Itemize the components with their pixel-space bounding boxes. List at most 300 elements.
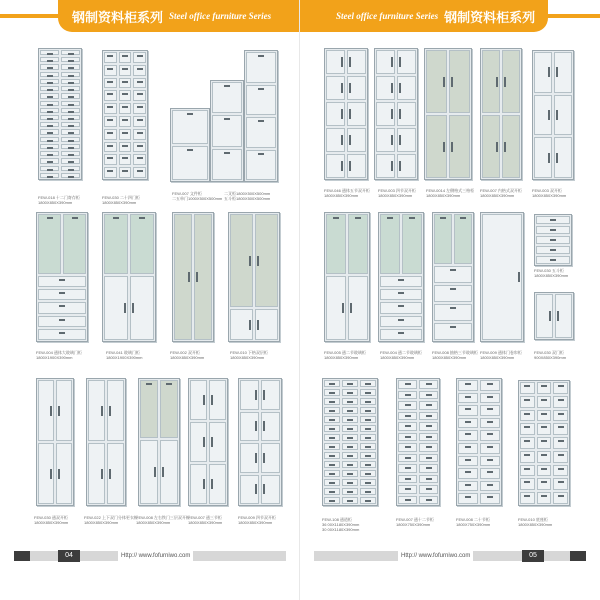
cabinet-handle — [68, 111, 74, 113]
cabinet-handle — [349, 161, 351, 171]
cabinet-handle — [137, 157, 143, 159]
cabinet-handle — [263, 453, 265, 463]
cabinet-handle — [487, 496, 493, 498]
cabinet-handle — [263, 484, 265, 494]
drawer — [537, 465, 552, 477]
product-caption: FEW-007 通三节柜 1800X850X390mm — [188, 515, 223, 525]
drawer — [537, 492, 552, 504]
cabinet-handle — [365, 473, 371, 475]
cabinet-handle — [68, 176, 74, 178]
cabinet-handle — [68, 89, 74, 91]
cabinet-handle — [541, 454, 547, 456]
cabinet-handle — [146, 383, 152, 385]
cabinet-handle — [426, 383, 432, 385]
cabinet-handle — [187, 113, 193, 115]
drawer — [520, 492, 535, 504]
cabinet-handle — [549, 311, 551, 321]
cabinet-handle — [556, 153, 558, 163]
cabinet-handle — [347, 383, 353, 385]
cabinet-image — [374, 48, 418, 180]
cabinet-image — [532, 50, 574, 180]
drawer — [458, 481, 478, 492]
cabinet-handle — [47, 82, 53, 84]
cabinet-handle — [409, 217, 415, 219]
cabinet-handle — [211, 395, 213, 405]
cabinet-handle — [101, 406, 103, 416]
cabinet-handle — [451, 142, 453, 152]
cabinet-handle — [196, 272, 198, 282]
cabinet-handle — [137, 106, 143, 108]
cabinet-handle — [132, 303, 134, 313]
cabinet-handle — [258, 55, 264, 57]
cabinet-handle — [258, 88, 264, 90]
cabinet-handle — [68, 60, 74, 62]
cabinet-handle — [558, 481, 564, 483]
glass-door — [130, 214, 154, 274]
cabinet-handle — [68, 161, 74, 163]
cabinet-handle — [558, 385, 564, 387]
cabinet-handle — [399, 135, 401, 145]
drawer — [553, 478, 568, 490]
locker-door — [104, 103, 117, 114]
cabinet-handle — [426, 467, 432, 469]
cabinet-handle — [107, 55, 113, 57]
cabinet-handle — [329, 383, 335, 385]
cabinet-handle — [487, 446, 493, 448]
cabinet-image — [244, 50, 278, 182]
locker-door — [119, 167, 132, 178]
drawer — [553, 492, 568, 504]
right-page — [300, 0, 600, 600]
product-caption: FEW-008 左右铁门三层双开柜 1800X850X390mm — [136, 515, 190, 525]
cabinet-image — [102, 212, 156, 342]
cabinet-handle — [329, 464, 335, 466]
product-caption: FEW-007 内格式双开柜 1800X850X390mm — [480, 188, 522, 198]
cabinet-handle — [405, 415, 411, 417]
drawer — [537, 451, 552, 463]
locker-door — [119, 78, 132, 89]
cabinet-image — [102, 50, 148, 180]
drawer — [38, 289, 86, 300]
cabinet-handle — [347, 455, 353, 457]
cabinet-handle — [524, 481, 530, 483]
cabinet-handle — [47, 154, 53, 156]
cabinet-image — [324, 212, 370, 342]
cabinet-image — [396, 378, 440, 506]
cabinet-handle — [122, 68, 128, 70]
cabinet-image — [324, 48, 368, 180]
cabinet-handle — [50, 469, 52, 479]
cabinet-handle — [166, 383, 172, 385]
drawer — [480, 456, 500, 467]
cabinet-handle — [122, 132, 128, 134]
cabinet-handle — [47, 125, 53, 127]
cabinet-handle — [487, 471, 493, 473]
cabinet-handle — [341, 135, 343, 145]
cabinet-handle — [341, 57, 343, 67]
glass-door — [380, 214, 400, 274]
product-caption: FEW-046 通体五节双开柜 1800X850X390mm — [324, 188, 370, 198]
cabinet-handle — [347, 401, 353, 403]
cabinet-handle — [398, 279, 404, 281]
glass-door — [38, 214, 61, 274]
cabinet-handle — [124, 303, 126, 313]
drawer — [458, 443, 478, 454]
cabinet-handle — [524, 440, 530, 442]
drawer — [537, 382, 552, 394]
drawer — [38, 329, 86, 340]
cabinet-handle — [349, 83, 351, 93]
cabinet-handle — [465, 484, 471, 486]
drawer — [537, 410, 552, 422]
drawer — [480, 418, 500, 429]
cabinet-handle — [465, 421, 471, 423]
cabinet-handle — [365, 419, 371, 421]
cabinet-handle — [349, 109, 351, 119]
locker-door — [133, 142, 146, 153]
cabinet-handle — [443, 142, 445, 152]
cabinet-handle — [399, 57, 401, 67]
cabinet-handle — [347, 464, 353, 466]
drawer — [38, 316, 86, 327]
cabinet-image — [38, 48, 82, 180]
cabinet-handle — [249, 256, 251, 266]
cabinet-handle — [399, 83, 401, 93]
drawer — [458, 430, 478, 441]
cabinet-handle — [107, 81, 113, 83]
cabinet-handle — [440, 217, 446, 219]
cabinet-handle — [399, 161, 401, 171]
cabinet-handle — [365, 446, 371, 448]
cabinet-handle — [558, 426, 564, 428]
glass-door — [104, 214, 128, 274]
cabinet-handle — [443, 77, 445, 87]
cabinet-handle — [68, 154, 74, 156]
cabinet-handle — [349, 135, 351, 145]
drawer — [458, 468, 478, 479]
cabinet-handle — [347, 446, 353, 448]
header-title-en: Steel office furniture Series — [336, 11, 439, 21]
cabinet-image — [86, 378, 126, 506]
locker-door — [133, 116, 146, 127]
cabinet-handle — [398, 319, 404, 321]
cabinet-handle — [391, 135, 393, 145]
cabinet-handle — [465, 396, 471, 398]
cabinet-handle — [558, 468, 564, 470]
drawer — [480, 493, 500, 504]
cabinet-handle — [347, 410, 353, 412]
cabinet-handle — [541, 468, 547, 470]
cabinet-handle — [47, 111, 53, 113]
drawer — [480, 405, 500, 416]
header-rule — [548, 14, 600, 18]
cabinet-handle — [211, 437, 213, 447]
cabinet-handle — [405, 404, 411, 406]
drawer — [553, 396, 568, 408]
cabinet-handle — [426, 415, 432, 417]
cabinet-handle — [350, 303, 352, 313]
drawer — [480, 481, 500, 492]
cabinet-handle — [426, 488, 432, 490]
cabinet-handle — [487, 459, 493, 461]
cabinet-handle — [341, 109, 343, 119]
cabinet-handle — [107, 132, 113, 134]
cabinet-handle — [426, 436, 432, 438]
cabinet-handle — [122, 119, 128, 121]
cabinet-handle — [68, 96, 74, 98]
locker-door — [104, 154, 117, 165]
cabinet-handle — [387, 217, 393, 219]
cabinet-handle — [556, 67, 558, 77]
cabinet-handle — [450, 307, 456, 309]
open-door — [140, 380, 158, 438]
drawer — [380, 276, 422, 287]
cabinet-handle — [450, 288, 456, 290]
cabinet-image — [534, 292, 574, 340]
locker-door — [104, 129, 117, 140]
drawer — [380, 316, 422, 327]
cabinet-handle — [524, 426, 530, 428]
footer-bar — [14, 551, 30, 561]
product-caption: FEW-010 下格双层柜 1800X850X390mm — [230, 350, 268, 360]
cabinet-handle — [450, 326, 456, 328]
cabinet-handle — [50, 406, 52, 416]
product-caption: FEW-007 通十二节柜 1800X750X390mm — [396, 517, 434, 527]
footer-bar — [570, 551, 586, 561]
cabinet-handle — [365, 500, 371, 502]
cabinet-handle — [58, 469, 60, 479]
locker-door — [133, 103, 146, 114]
cabinet-handle — [347, 491, 353, 493]
cabinet-handle — [122, 170, 128, 172]
cabinet-image — [238, 378, 282, 506]
cabinet-handle — [550, 239, 556, 241]
cabinet-handle — [139, 217, 145, 219]
cabinet-handle — [524, 399, 530, 401]
cabinet-handle — [524, 454, 530, 456]
cabinet-handle — [355, 217, 361, 219]
product-caption: FEW-041 玻璃门柜 1800X1900X390mm — [106, 350, 143, 360]
cabinet-handle — [347, 428, 353, 430]
cabinet-handle — [426, 394, 432, 396]
cabinet-handle — [224, 152, 230, 154]
cabinet-handle — [188, 272, 190, 282]
cabinet-handle — [541, 413, 547, 415]
cabinet-handle — [47, 75, 53, 77]
cabinet-handle — [59, 292, 65, 294]
cabinet-handle — [347, 419, 353, 421]
drawer — [520, 437, 535, 449]
cabinet-handle — [113, 217, 119, 219]
page-header — [58, 0, 300, 32]
cabinet-handle — [109, 406, 111, 416]
cabinet-handle — [255, 484, 257, 494]
cabinet-handle — [211, 479, 213, 489]
locker-door — [104, 116, 117, 127]
cabinet-handle — [122, 145, 128, 147]
cabinet-handle — [557, 311, 559, 321]
cabinet-handle — [550, 229, 556, 231]
cabinet-handle — [255, 421, 257, 431]
cabinet-handle — [68, 118, 74, 120]
cabinet-handle — [72, 217, 78, 219]
cabinet-handle — [47, 176, 53, 178]
locker-door — [119, 65, 132, 76]
cabinet-handle — [59, 332, 65, 334]
cabinet-handle — [255, 390, 257, 400]
cabinet-handle — [405, 457, 411, 459]
cabinet-handle — [558, 495, 564, 497]
cabinet-handle — [558, 399, 564, 401]
drawer — [520, 423, 535, 435]
cabinet-handle — [47, 161, 53, 163]
open-door — [160, 380, 178, 438]
cabinet-handle — [122, 81, 128, 83]
cabinet-handle — [68, 169, 74, 171]
roller-shutter — [482, 214, 522, 340]
cabinet-image — [228, 212, 280, 342]
cabinet-handle — [465, 496, 471, 498]
cabinet-handle — [68, 125, 74, 127]
cabinet-handle — [524, 468, 530, 470]
drawer — [537, 396, 552, 408]
cabinet-handle — [257, 320, 259, 330]
header-rule — [0, 14, 58, 18]
cabinet-handle — [47, 118, 53, 120]
drawer — [520, 396, 535, 408]
locker-door — [133, 129, 146, 140]
cabinet-handle — [107, 170, 113, 172]
product-caption: FEW-009 通体门卷帘柜 1800X850X390mm — [480, 350, 522, 360]
locker-door — [119, 52, 132, 63]
product-caption: FEW-010 底座柜 1800X850X390mm — [518, 517, 553, 527]
cabinet-image — [172, 212, 214, 342]
cabinet-handle — [398, 305, 404, 307]
cabinet-handle — [347, 482, 353, 484]
cabinet-handle — [47, 60, 53, 62]
cabinet-handle — [47, 140, 53, 142]
cabinet-handle — [162, 467, 164, 477]
cabinet-handle — [329, 473, 335, 475]
cabinet-handle — [541, 495, 547, 497]
header-title-cn: 钢制资料柜系列 — [72, 10, 164, 26]
website-url: Http:// www.fofurniwo.com — [398, 551, 473, 561]
drawer — [480, 393, 500, 404]
cabinet-handle — [391, 57, 393, 67]
product-caption: FEW-008 抽格三节玻璃柜 1800X850X390mm — [432, 350, 478, 360]
drawer — [38, 302, 86, 313]
cabinet-handle — [329, 392, 335, 394]
glass-door — [454, 214, 472, 264]
locker-door — [119, 129, 132, 140]
cabinet-handle — [391, 83, 393, 93]
locker-door — [119, 142, 132, 153]
drawer — [458, 393, 478, 404]
cabinet-handle — [518, 272, 520, 282]
cabinet-handle — [365, 464, 371, 466]
product-caption: FEW-007 文件柜 二五单门1000X500X500mm — [172, 191, 223, 201]
cabinet-handle — [405, 436, 411, 438]
cabinet-handle — [329, 482, 335, 484]
cabinet-handle — [68, 132, 74, 134]
cabinet-handle — [558, 413, 564, 415]
cabinet-handle — [504, 142, 506, 152]
cabinet-handle — [68, 140, 74, 142]
drawer — [480, 430, 500, 441]
product-caption: FEW-003 四节双开柜 1800X850X390mm — [378, 188, 416, 198]
cabinet-handle — [329, 437, 335, 439]
drawer — [458, 418, 478, 429]
cabinet-handle — [137, 81, 143, 83]
glass-door — [402, 214, 422, 274]
cabinet-handle — [548, 153, 550, 163]
cabinet-handle — [496, 77, 498, 87]
drawer — [380, 289, 422, 300]
cabinet-handle — [504, 77, 506, 87]
cabinet-handle — [365, 401, 371, 403]
cabinet-handle — [203, 395, 205, 405]
cabinet-handle — [122, 106, 128, 108]
cabinet-handle — [524, 495, 530, 497]
cabinet-handle — [203, 437, 205, 447]
cabinet-handle — [524, 385, 530, 387]
cabinet-handle — [47, 96, 53, 98]
cabinet-handle — [365, 383, 371, 385]
glass-door — [63, 214, 86, 274]
drawer — [38, 276, 86, 287]
locker-door — [119, 116, 132, 127]
cabinet-handle — [342, 303, 344, 313]
page-number: 05 — [522, 550, 544, 562]
cabinet-handle — [329, 410, 335, 412]
cabinet-handle — [426, 404, 432, 406]
cabinet-handle — [137, 119, 143, 121]
glass-door — [434, 214, 452, 264]
locker-door — [104, 52, 117, 63]
cabinet-handle — [107, 68, 113, 70]
cabinet-handle — [203, 479, 205, 489]
cabinet-handle — [405, 499, 411, 501]
cabinet-handle — [451, 77, 453, 87]
cabinet-handle — [487, 408, 493, 410]
cabinet-handle — [556, 110, 558, 120]
glass-door — [348, 214, 368, 274]
cabinet-handle — [263, 421, 265, 431]
product-caption: FEW-003 双开柜 1800X850X390mm — [532, 188, 567, 198]
cabinet-handle — [47, 89, 53, 91]
cabinet-handle — [224, 85, 230, 87]
cabinet-image — [188, 378, 228, 506]
cabinet-handle — [68, 104, 74, 106]
drawer — [458, 380, 478, 391]
cabinet-handle — [541, 440, 547, 442]
cabinet-handle — [405, 383, 411, 385]
cabinet-handle — [329, 491, 335, 493]
page-header — [300, 0, 548, 32]
cabinet-handle — [426, 425, 432, 427]
cabinet-handle — [68, 147, 74, 149]
cabinet-handle — [550, 259, 556, 261]
cabinet-handle — [398, 332, 404, 334]
locker-door — [104, 65, 117, 76]
cabinet-handle — [496, 142, 498, 152]
cabinet-handle — [541, 481, 547, 483]
cabinet-handle — [398, 292, 404, 294]
drawer — [537, 478, 552, 490]
cabinet-handle — [58, 406, 60, 416]
cabinet-image — [36, 212, 88, 342]
product-caption: FEW-005 通二节玻璃柜 1800X850X390mm — [324, 350, 366, 360]
